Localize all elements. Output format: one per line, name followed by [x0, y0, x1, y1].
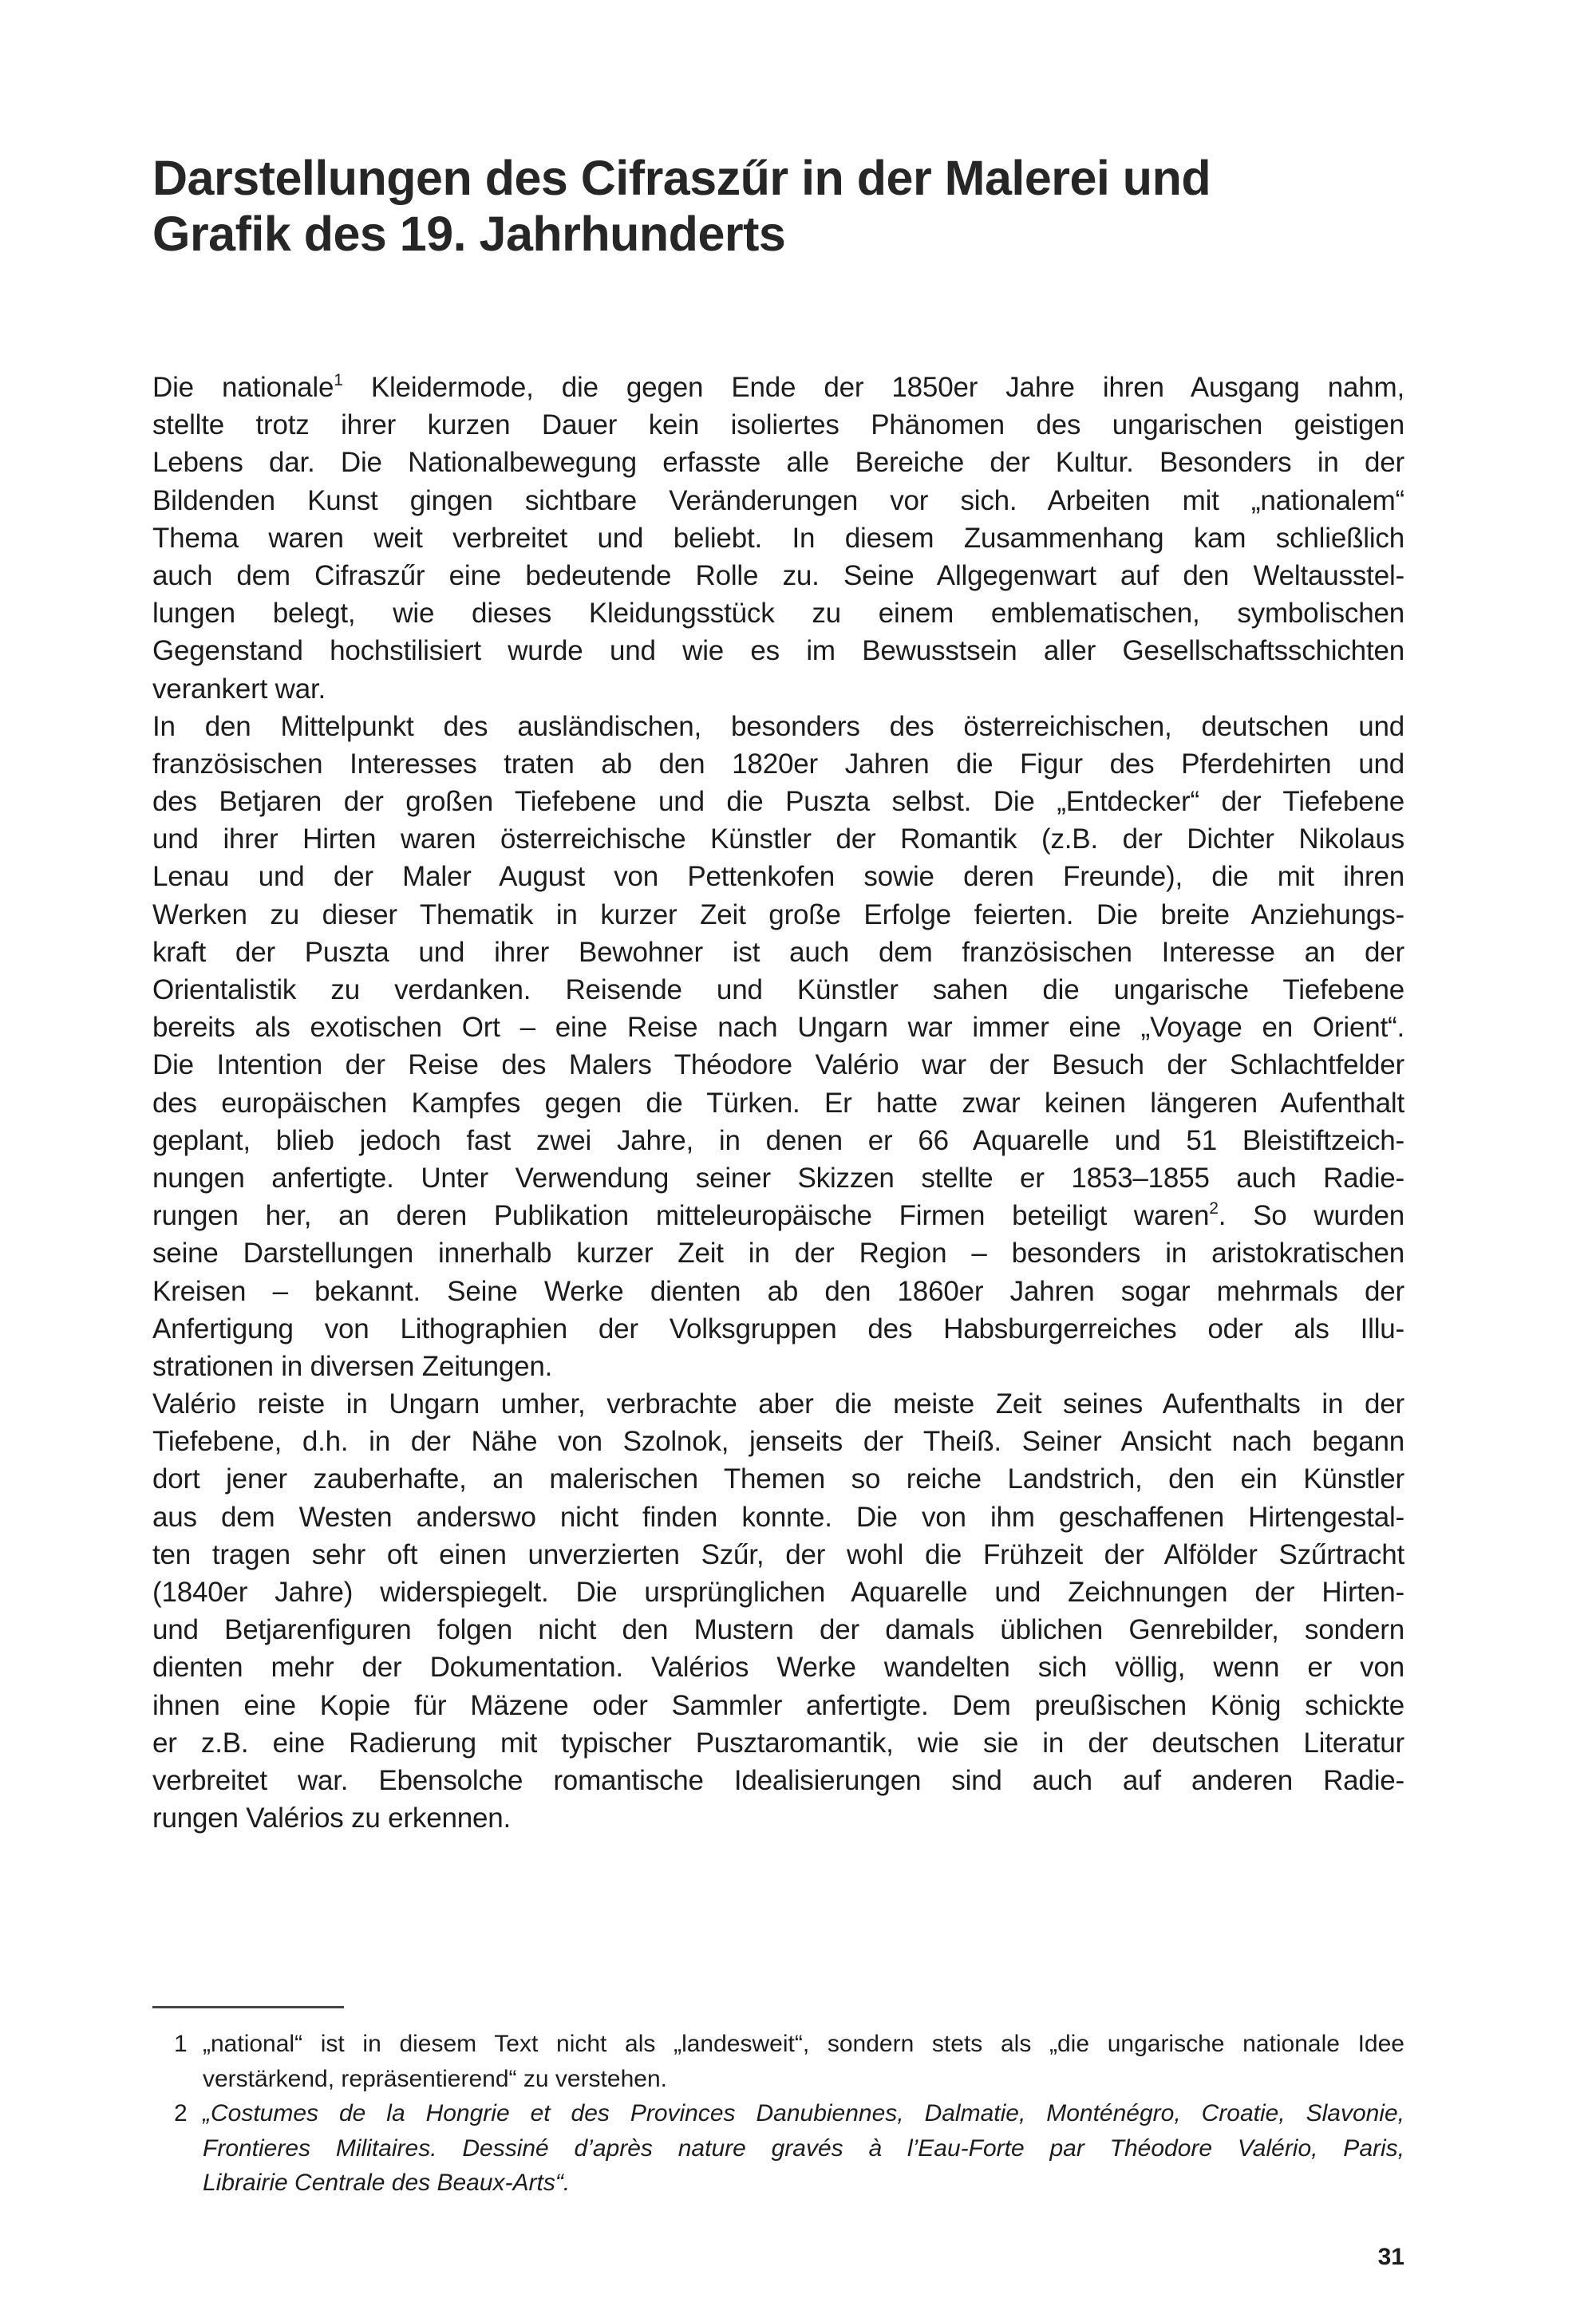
text-line: Anfertigung von Lithographien der Volksgruppen des Habsburgerreiches oder als Illu-	[152, 1313, 1404, 1345]
paragraph	[152, 708, 1404, 1385]
text-line: lungen belegt, wie dieses Kleidungsstück zu einem emblematischen, symbolischen	[152, 598, 1404, 630]
text-line: In den Mittelpunkt des ausländischen, besonders des österreichischen, deutschen und	[152, 710, 1404, 742]
text-line: ten tragen sehr oft einen unverzierten Szűr, der wohl die Frühzeit der Alfölder Szűrtracht	[152, 1538, 1404, 1570]
paragraph	[152, 369, 1404, 708]
footnote-reference[interactable]: 1	[334, 371, 343, 389]
text-line: verbreitet war. Ebensolche romantische Idealisierungen sind auch auf anderen Radie-	[152, 1764, 1404, 1796]
text-line: stellte trotz ihrer kurzen Dauer kein isoliertes Phänomen des ungarischen geistigen	[152, 409, 1404, 441]
text-line: Orientalistik zu verdanken. Reisende und Künstler sahen die ungarische Tiefebene	[152, 974, 1404, 1005]
text-line: bereits als exotischen Ort – eine Reise nach Ungarn war immer eine „Voyage en Orient“.	[152, 1012, 1404, 1044]
text-line: auch dem Cifraszűr eine bedeutende Rolle zu. Seine Allgegenwart auf den Weltausstel-	[152, 559, 1404, 591]
text-line: des Betjaren der großen Tiefebene und die Puszta selbst. Die „Entdecker“ der Tiefebene	[152, 786, 1404, 818]
text-line: er z.B. eine Radierung mit typischer Pusztaromantik, wie sie in der deutschen Literatur	[152, 1727, 1404, 1759]
body-text	[152, 369, 1404, 1837]
title-line: Grafik des 19. Jahrhunderts	[152, 207, 786, 261]
text-line: Lenau und der Maler August von Pettenkofen sowie deren Freunde), die mit ihren	[152, 861, 1404, 893]
footnote-line: „national“ ist in diesem Text nicht als „landesweit“, sondern stets als „die ungarische nationale Idee	[203, 2031, 1404, 2057]
text-line: Die nationale$^1$ Kleidermode, die gegen Ende der 1850er Jahre ihren Ausgang nahm,	[152, 371, 1404, 403]
text-line: Die Intention der Reise des Malers Théodore Valério war der Besuch der Schlachtfelder	[152, 1049, 1404, 1081]
footnote-reference[interactable]: 2	[1209, 1199, 1219, 1218]
text-line: seine Darstellungen innerhalb kurzer Zeit in der Region – besonders in aristokratischen	[152, 1238, 1404, 1270]
footnote-line: Librairie Centrale des Beaux-Arts“.	[203, 2170, 571, 2196]
text-line: geplant, blieb jedoch fast zwei Jahre, in denen er 66 Aquarelle und 51 Bleistiftzeich-	[152, 1124, 1404, 1156]
page-title	[152, 150, 1429, 262]
text-line: Thema waren weit verbreitet und beliebt. In diesem Zusammenhang kam schließlich	[152, 522, 1404, 554]
text-line: dort jener zauberhafte, an malerischen Themen so reiche Landstrich, den ein Künstler	[152, 1463, 1404, 1495]
footnote-divider	[152, 2006, 344, 2008]
text-line: Bildenden Kunst gingen sichtbare Veränderungen vor sich. Arbeiten mit „nationalem“	[152, 484, 1404, 516]
text-line: (1840er Jahre) widerspiegelt. Die ursprünglichen Aquarelle und Zeichnungen der Hirten-	[152, 1577, 1404, 1608]
text-line: Gegenstand hochstilisiert wurde und wie es im Bewusstsein aller Gesellschaftsschichten	[152, 635, 1404, 667]
text-line: Tiefebene, d.h. in der Nähe von Szolnok, jenseits der Theiß. Seiner Ansicht nach begann	[152, 1426, 1404, 1458]
text-line: strationen in diversen Zeitungen.	[152, 1350, 553, 1382]
text-line: verankert war.	[152, 673, 326, 705]
text-line: rungen her, an deren Publikation mitteleuropäische Firmen beteiligt waren$^2$. So wurden	[152, 1199, 1404, 1232]
text-line: und ihrer Hirten waren österreichische Künstler der Romantik (z.B. der Dichter Nikolaus	[152, 823, 1404, 855]
text-line: Lebens dar. Die Nationalbewegung erfasste alle Bereiche der Kultur. Besonders in der	[152, 447, 1404, 479]
footnote	[152, 2027, 1404, 2096]
text-line: des europäischen Kampfes gegen die Türken. Er hatte zwar keinen längeren Aufenthalt	[152, 1087, 1404, 1119]
text-line: ihnen eine Kopie für Mäzene oder Sammler anfertigte. Dem preußischen König schickte	[152, 1689, 1404, 1721]
page-number: 31	[1377, 2244, 1404, 2270]
footnote-line: „Costumes de la Hongrie et des Provinces Danubiennes, Dalmatie, Monténégro, Croatie, Slavonie,	[203, 2100, 1404, 2126]
footnote-line: verstärkend, repräsentierend“ zu verstehen.	[203, 2065, 667, 2092]
text-line: aus dem Westen anderswo nicht finden konnte. Die von ihm geschaffenen Hirtengestal-	[152, 1501, 1404, 1533]
text-line: kraft der Puszta und ihrer Bewohner ist auch dem französischen Interesse an der	[152, 936, 1404, 968]
text-line: und Betjarenfiguren folgen nicht den Mustern der damals üblichen Genrebilder, sondern	[152, 1614, 1404, 1646]
text-line: Valério reiste in Ungarn umher, verbrachte aber die meiste Zeit seines Aufenthalts in der	[152, 1388, 1404, 1420]
text-line: französischen Interesses traten ab den 1820er Jahren die Figur des Pferdehirten und	[152, 748, 1404, 780]
text-line: nungen anfertigte. Unter Verwendung seiner Skizzen stellte er 1853–1855 auch Radie-	[152, 1162, 1404, 1194]
footnote-number: 2	[174, 2100, 188, 2126]
text-line: dienten mehr der Dokumentation. Valérios Werke wandelten sich völlig, wenn er von	[152, 1652, 1404, 1684]
footnote	[152, 2096, 1404, 2201]
text-line: rungen Valérios zu erkennen.	[152, 1803, 512, 1834]
footnote-line: Frontieres Militaires. Dessiné d’après nature gravés à l’Eau-Forte par Théodore Valério, Paris,	[203, 2134, 1404, 2162]
title-line: Darstellungen des Cifraszűr in der Malerei und	[152, 151, 1211, 205]
footnote-number: 1	[174, 2031, 188, 2057]
paragraph	[152, 1385, 1404, 1837]
text-line: Kreisen – bekannt. Seine Werke dienten ab den 1860er Jahren sogar mehrmals der	[152, 1275, 1404, 1307]
text-line: Werken zu dieser Thematik in kurzer Zeit große Erfolge feierten. Die breite Anziehungs-	[152, 898, 1404, 930]
